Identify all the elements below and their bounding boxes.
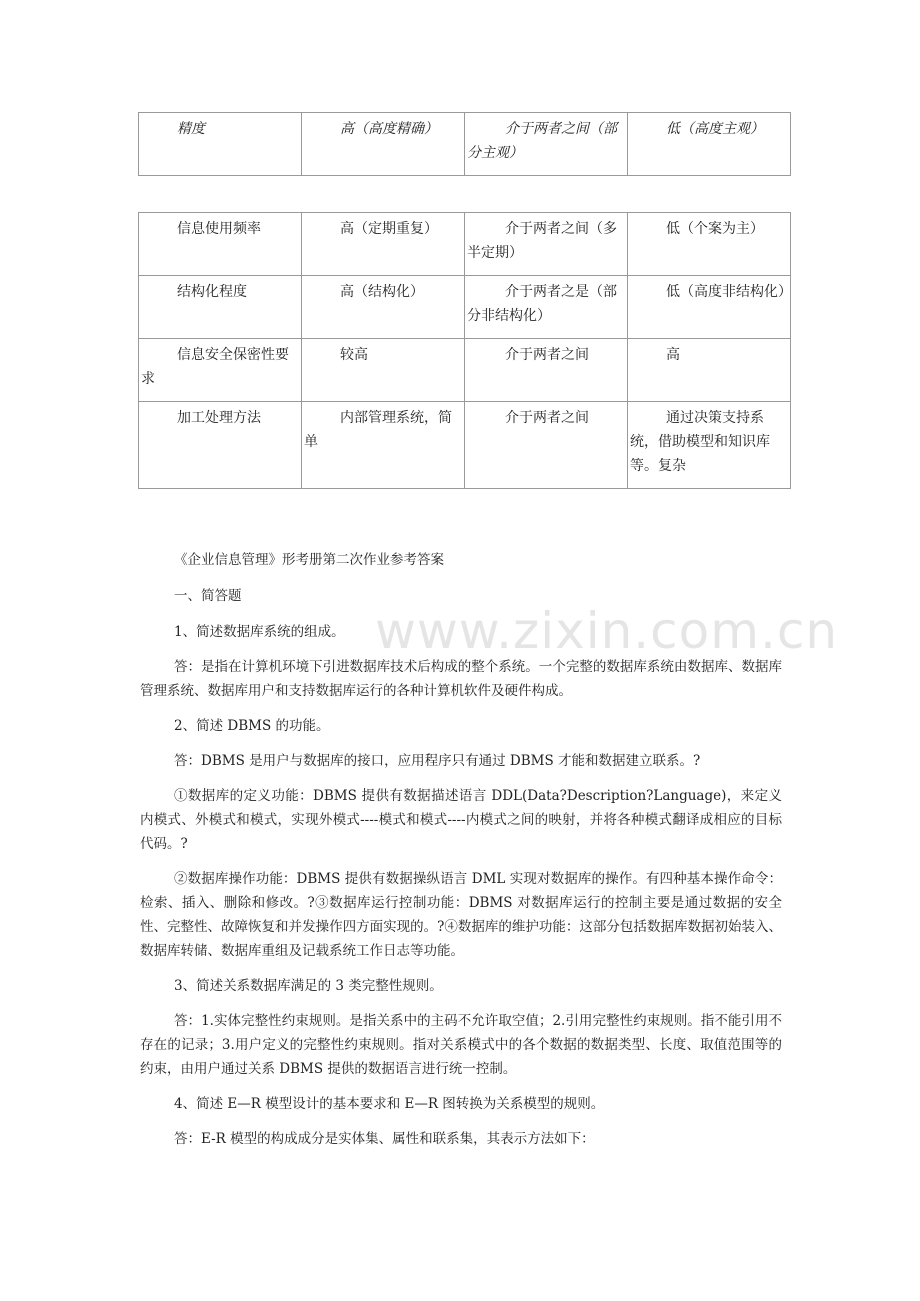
document-body [140, 548, 782, 1162]
table-row [139, 339, 791, 402]
table-cell: 高（高度精确） [302, 113, 465, 176]
section-heading: 一、简答题 [174, 588, 242, 604]
table-row [139, 113, 791, 176]
question: 3、简述关系数据库满足的 3 类完整性规则。 [174, 978, 443, 994]
table-cell: 精度 [139, 113, 302, 176]
table-cell: 介于两者之间 [465, 339, 628, 402]
table-cell: 低（高度非结构化） [628, 276, 791, 339]
table-cell: 加工处理方法 [139, 402, 302, 489]
table-cell: 介于两者之间（部分主观） [465, 113, 628, 176]
answer: 答：DBMS 是用户与数据库的接口，应用程序只有通过 DBMS 才能和数据建立联系。? [174, 753, 701, 769]
table-row [139, 402, 791, 489]
question: 4、简述 E—R 模型设计的基本要求和 E—R 图转换为关系模型的规则。 [174, 1096, 605, 1112]
table-cell: 信息使用频率 [139, 213, 302, 276]
document-title: 《企业信息管理》形考册第二次作业参考答案 [174, 552, 444, 568]
table-cell: 介于两者之间 [465, 402, 628, 489]
table-cell: 结构化程度 [139, 276, 302, 339]
answer: 答：1.实体完整性约束规则。是指关系中的主码不允许取空值；2.引用完整性约束规则。指不能引用不存在的记录；3.用户定义的完整性约束规则。指对关系模式中的各个数据的数据类型、长度、取值范围等的约束，由用户通过关系 DBMS 提供的数据语言进行统一控制。 [140, 1013, 782, 1077]
question: 1、简述数据库系统的组成。 [174, 624, 345, 640]
answer: ②数据库操作功能：DBMS 提供有数据操纵语言 DML 实现对数据库的操作。有四种基本操作命令：检索、插入、删除和修改。?③数据库运行控制功能：DBMS 对数据库运行的控制主要是通过数据的安全性、完整性、故障恢复和并发操作四方面实现的。?④数据库的维护功能：这部分包括数据库数据初始装入、数据库转储、数据库重组及记载系统工作日志等功能。 [140, 871, 782, 959]
table-cell: 介于两者之是（部分非结构化） [465, 276, 628, 339]
answer: 答：E-R 模型的构成成分是实体集、属性和联系集，其表示方法如下： [174, 1131, 595, 1147]
table-cell: 较高 [302, 339, 465, 402]
question: 2、简述 DBMS 的功能。 [174, 718, 330, 734]
table-cell: 高（结构化） [302, 276, 465, 339]
watermark: www.zixin.com.cn [375, 602, 839, 660]
table-row [139, 276, 791, 339]
table-cell: 信息安全保密性要求 [139, 339, 302, 402]
table-cell: 低（个案为主） [628, 213, 791, 276]
comparison-table-top [138, 112, 791, 176]
table-cell: 通过决策支持系统，借助模型和知识库等。复杂 [628, 402, 791, 489]
table-cell: 介于两者之间（多半定期） [465, 213, 628, 276]
comparison-table-main [138, 212, 791, 489]
table-cell: 低（高度主观） [628, 113, 791, 176]
answer: 答：是指在计算机环境下引进数据库技术后构成的整个系统。一个完整的数据库系统由数据库、数据库管理系统、数据库用户和支持数据库运行的各种计算机软件及硬件构成。 [140, 659, 782, 699]
table-cell: 内部管理系统，简单 [302, 402, 465, 489]
table-cell: 高 [628, 339, 791, 402]
table-row [139, 213, 791, 276]
answer: ①数据库的定义功能：DBMS 提供有数据描述语言 DDL(Data?Description?Language)，来定义内模式、外模式和模式，实现外模式----模式和模式----内模式之间的映射，并将各种模式翻译成相应的目标代码。? [140, 788, 782, 852]
table-cell: 高（定期重复） [302, 213, 465, 276]
